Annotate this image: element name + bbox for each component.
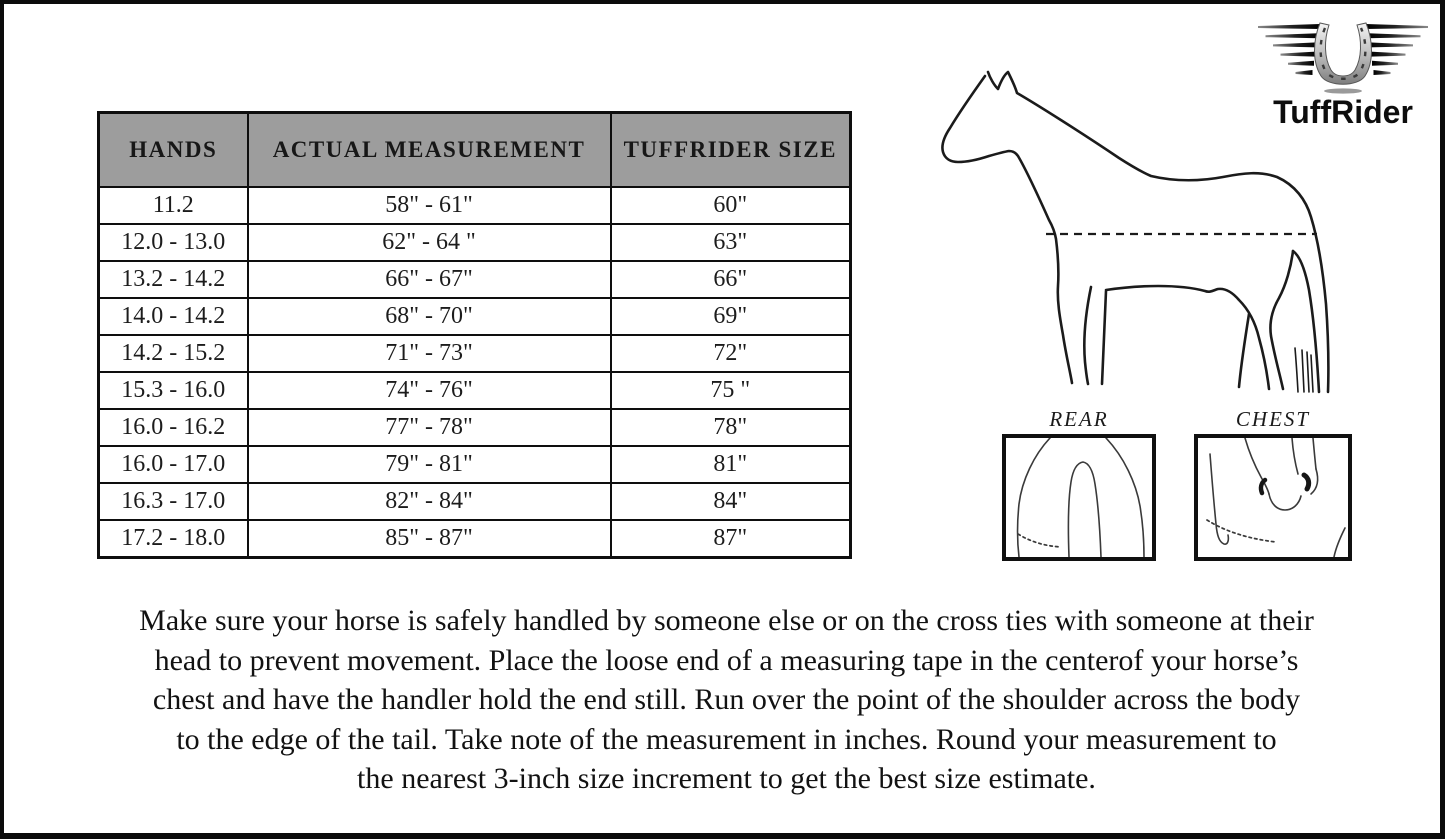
instructions-line: to the edge of the tail. Take note of the measurement in inches. Round your measurement to (176, 722, 1277, 756)
hands-cell: 16.0 - 16.2 (99, 409, 248, 446)
table-row (99, 446, 851, 483)
column-header-hands: HANDS (99, 113, 248, 188)
size-cell: 63" (611, 224, 851, 261)
table-row (99, 409, 851, 446)
chest-view-drawing (1198, 438, 1348, 557)
table-row (99, 335, 851, 372)
horse-belly-hindleg (1102, 286, 1269, 389)
table-row (99, 372, 851, 409)
table-row (99, 483, 851, 520)
brand-name: TuffRider (1273, 94, 1413, 130)
nostril-mark-right (1304, 475, 1309, 489)
measuring-instructions (32, 601, 1421, 799)
size-cell: 75 " (611, 372, 851, 409)
table-row (99, 261, 851, 298)
instructions-line: the nearest 3-inch size increment to get the best size estimate. (357, 762, 1096, 795)
size-cell: 87" (611, 520, 851, 558)
column-header-actual-measurement: ACTUAL MEASUREMENT (248, 113, 611, 188)
hands-cell: 13.2 - 14.2 (99, 261, 248, 298)
table-header-row (99, 113, 851, 188)
measurement-cell: 62" - 64 " (248, 224, 611, 261)
rear-view-drawing (1006, 438, 1152, 557)
table-row (99, 520, 851, 558)
horse-rump-hindleg-back (1270, 251, 1293, 389)
size-cell: 60" (611, 187, 851, 224)
size-cell: 72" (611, 335, 851, 372)
instructions-line: head to prevent movement. Place the loose end of a measuring tape in the centerof your horse’s (154, 643, 1299, 677)
hands-cell: 14.2 - 15.2 (99, 335, 248, 372)
rear-dotted-line (1018, 534, 1061, 547)
measurement-cell: 58" - 61" (248, 187, 611, 224)
right-wing (1366, 24, 1428, 75)
chest-view-diagram (1194, 434, 1352, 561)
chest-label: CHEST (1235, 407, 1311, 431)
column-header-tuffrider-size: TUFFRIDER SIZE (611, 113, 851, 188)
measurement-cell: 77" - 78" (248, 409, 611, 446)
nostril-mark-left (1261, 480, 1265, 493)
size-cell: 84" (611, 483, 851, 520)
size-chart-table (97, 111, 852, 559)
size-cell: 81" (611, 446, 851, 483)
instructions-line: Make sure your horse is safely handled by someone else or on the cross ties with someone at their (139, 604, 1314, 637)
measurement-cell: 71" - 73" (248, 335, 611, 372)
size-cell: 78" (611, 409, 851, 446)
measurement-cell: 79" - 81" (248, 446, 611, 483)
table-row (99, 224, 851, 261)
horse-head-chest-foreleg (942, 76, 1072, 383)
hands-cell: 16.0 - 17.0 (99, 446, 248, 483)
rear-label: REAR (1049, 407, 1109, 431)
instructions-line: chest and have the handler hold the end still. Run over the point of the shoulder across the body (152, 683, 1301, 716)
measurement-cell: 74" - 76" (248, 372, 611, 409)
measurement-cell: 68" - 70" (248, 298, 611, 335)
hands-cell: 17.2 - 18.0 (99, 520, 248, 558)
measurement-cell: 66" - 67" (248, 261, 611, 298)
horse-tail-strands (1295, 348, 1313, 392)
horse-far-hindleg (1239, 314, 1249, 387)
horse-outline-illustration (939, 59, 1344, 399)
measurement-cell: 85" - 87" (248, 520, 611, 558)
size-cell: 66" (611, 261, 851, 298)
hands-cell: 11.2 (99, 187, 248, 224)
hands-cell: 12.0 - 13.0 (99, 224, 248, 261)
measurement-cell: 82" - 84" (248, 483, 611, 520)
horse-top-outline (988, 72, 1328, 392)
horse-foreleg-middle-line (1084, 287, 1091, 384)
hands-cell: 14.0 - 14.2 (99, 298, 248, 335)
size-cell: 69" (611, 298, 851, 335)
hands-cell: 16.3 - 17.0 (99, 483, 248, 520)
rear-view-diagram (1002, 434, 1156, 561)
table-row (99, 298, 851, 335)
table-row (99, 187, 851, 224)
hands-cell: 15.3 - 16.0 (99, 372, 248, 409)
